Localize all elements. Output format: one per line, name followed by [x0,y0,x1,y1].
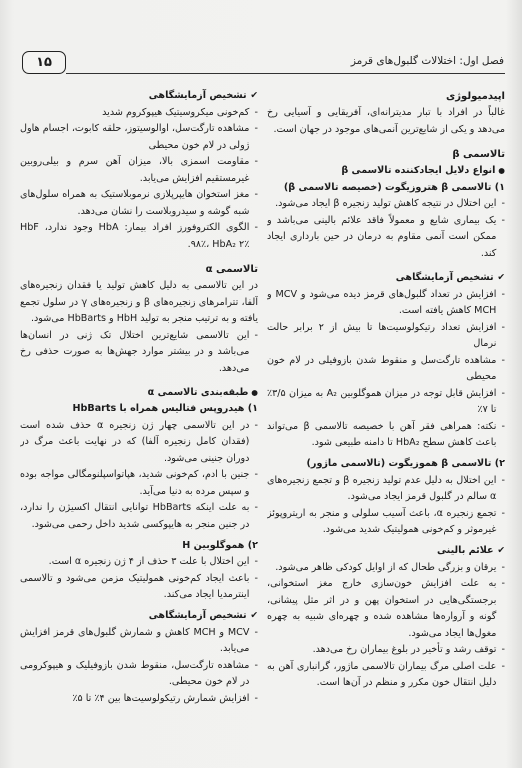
header-rule [66,73,505,74]
clinical-signs-heading [267,543,505,560]
check-icon: ✔ [250,91,258,101]
hydrops-fetalis-list [20,418,258,534]
beta-homozygous-section [267,456,505,539]
hemoglobin-h-section [20,538,258,604]
list-item: - این اختلال به دلیل عدم تولید زنجیره β و تجمع زنجیره‌های α سالم در گلبول قرمز ایجاد می‌شود. [267,473,505,506]
list-item: - نکته: همراهی فقر آهن با خصیصه تالاسمی β می‌تواند باعث کاهش سطح HbA₂ تا دامنه طبیعی شود. [267,419,505,452]
alpha-thalassemia-list [20,328,258,378]
bullet-icon: ● [498,166,505,176]
hemoglobin-h-lab-list [20,625,258,708]
hemoglobin-h-list [20,554,258,604]
major-lab-section [20,88,258,253]
list-item: - این تالاسمی شایع‌ترین اختلال تک ژنی در انسان‌ها می‌باشد و در بیشتر موارد جهش‌ها به صورت حذفی رخ می‌دهد. [20,328,258,378]
list-item: - مشاهده تارگت‌سل، منقوط شدن بازوفیلیک و هیپوکرومی در لام خون محیطی. [20,658,258,691]
list-item: - علت اصلی مرگ بیماران تالاسمی ماژور، گرانباری آهن به دلیل انتقال خون مکرر و منظم در آن‌ها است. [267,659,505,692]
list-item: - تجمع زنجیره α، باعث آسیب سلولی و منجر به اریتروپوئز غیرموثر و کم‌خونی همولیتیک شدید می‌شود. [267,506,505,539]
hemoglobin-h-lab-section [20,608,258,707]
lab-diagnosis-heading [20,608,258,625]
check-icon: ✔ [497,273,505,283]
hemoglobin-h-heading: ۲) هموگلوبین H [182,539,258,551]
page-number-box [22,51,66,74]
chapter-title: فصل اول: اختلالات گلبول‌های قرمز [350,55,504,67]
beta-heterozygous-heading: ۱) تالاسمی β هتروزیگوت (خصیصه تالاسمی β) [283,181,505,193]
beta-heterozygous-list [267,196,505,262]
hydrops-fetalis-heading: ۱) هیدروپس فتالیس همراه با HbBarts [72,403,258,415]
epidemiology-section [267,88,505,138]
list-item: - مغز استخوان هایپرپلازی نرموبلاستیک به همراه سلول‌های شبه گوشه و سیدروبلاست را نشان می‌دهد. [20,187,258,220]
left-column [20,88,258,752]
major-lab-list [20,105,258,254]
beta-thalassemia-heading: تالاسمی β [452,149,505,160]
clinical-signs-section [267,543,505,692]
list-item: - باعث ایجاد کم‌خونی همولیتیک مزمن می‌شود و تالاسمی اینترمدیا ایجاد می‌کند. [20,571,258,604]
list-item: - این اختلال با علت ۳ حذف از ۴ ژن زنجیره α است. [20,554,258,571]
alpha-classification-heading-label: طبقه‌بندی تالاسمی α [147,386,249,398]
check-icon: ✔ [250,610,258,621]
list-item: - به علت افزایش خون‌سازی خارج مغز استخوانی، برجستگی‌هایی در استخوان پهن و در اثر مثل پیشانی، گونه و آرواره‌ها مشاهده شده و چهره‌ای شبیه به چهره مغول‌ها ایجاد می‌شود. [267,576,505,642]
list-item: - در این تالاسمی چهار ژن زنجیره α حذف شده است (فقدان کامل زنجیره آلفا) که در نهایت باعث مرگ در دوران جنینی می‌شود. [20,418,258,468]
list-item: - جنین با ادم، کم‌خونی شدید، هپاتواسپلنومگالی مواجه بوده و سپس مرده به دنیا می‌آید. [20,467,258,500]
list-item: - مشاهده تارگت‌سل و منقوط شدن بازوفیلی در لام خون محیطی [267,353,505,386]
list-item: - یرقان و بزرگی طحال که از اوایل کودکی ظاهر می‌شود. [267,560,505,577]
list-item: - توقف رشد و تأخیر در بلوغ بیماران رخ می‌دهد. [267,642,505,659]
clinical-signs-list [267,560,505,692]
alpha-thalassemia-section [20,261,258,377]
right-column [267,88,505,752]
epidemiology-heading: اپیدمیولوژی [446,91,505,102]
alpha-classification-heading [20,385,258,402]
page-number: ۱۵ [36,55,52,70]
lab-diagnosis-heading-label: تشخیص آزمایشگاهی [148,90,247,101]
list-item: - افزایش تعداد رتیکولوسیت‌ها تا بیش از ۲ برابر حالت نرمال [267,320,505,353]
beta-heterozygous-lab-list [267,287,505,452]
beta-types-heading-label: انواع دلایل ایجادکننده تالاسمی β [341,165,496,177]
list-item: - مقاومت اسمزی بالا، میزان آهن سرم و بیلی‌روبین غیرمستقیم افزایش می‌یابد. [20,154,258,187]
lab-diagnosis-heading [267,270,505,287]
beta-thalassemia-section [267,146,505,262]
alpha-classification-section [20,385,258,534]
check-icon: ✔ [497,545,505,556]
list-item: - الگوی الکتروفورز افراد بیمار: HbA وجود ندارد، HbF ۹۸٪، HbA₂ ۲٪. [20,220,258,253]
list-item: - افزایش شمارش رتیکولوسیت‌ها بین ۴٪ تا ۵٪ [20,691,258,708]
clinical-signs-heading-label: علائم بالینی [436,544,494,556]
lab-diagnosis-heading [20,88,258,105]
lab-diagnosis-heading-label: تشخیص آزمایشگاهی [148,609,247,621]
beta-heterozygous-lab-section [267,270,505,452]
beta-types-heading [267,163,505,180]
list-item: - کم‌خونی میکروسیتیک هیپوکروم شدید [20,105,258,122]
epidemiology-text: غالباً در افراد با تبار مدیترانه‌ای، آفریقایی و آسیایی رخ می‌دهد و یکی از شایع‌ترین آنمی‌های موجود در جهان است. [267,107,505,135]
lab-diagnosis-heading-label: تشخیص آزمایشگاهی [395,272,494,283]
alpha-thalassemia-heading: تالاسمی α [205,263,258,275]
list-item: - افزایش در تعداد گلبول‌های قرمز دیده می‌شود و MCV و MCH کاهش یافته است. [267,287,505,320]
alpha-thalassemia-text: در این تالاسمی به دلیل کاهش تولید یا فقدان زنجیره‌های آلفا، تترامرهای زنجیره‌های β و زنجیره‌های γ در سلول تجمع یافته و به ترتیب منجر به تولید HbH و HbBarts می‌شود. [20,280,258,325]
list-item: - MCV و MCH کاهش و شمارش گلبول‌های قرمز افزایش می‌یابد. [20,625,258,658]
bullet-icon: ● [251,387,258,397]
list-item: - به علت اینکه HbBarts توانایی انتقال اکسیژن را ندارد، در جنین منجر به هایپوکسی شدید داخل رحمی می‌شود. [20,500,258,533]
list-item: - یک بیماری شایع و معمولاً فاقد علائم بالینی می‌باشد و ممکن است آنمی مقاوم به درمان در حین بارداری ایجاد کند. [267,213,505,263]
list-item: - مشاهده تارگت‌سل، اوالوسیتوز، حلقه کابوت، اجسام هاول ژولی در لام خون محیطی [20,121,258,154]
list-item: - این اختلال در نتیجه کاهش تولید زنجیره β ایجاد می‌شود. [267,196,505,213]
list-item: - افزایش قابل توجه در میزان هموگلوبین A₂ به میزان ۳/۵٪ تا ۷٪ [267,386,505,419]
beta-homozygous-heading: ۲) تالاسمی β هموزیگوت (تالاسمی ماژور) [306,458,505,469]
beta-homozygous-list [267,473,505,539]
